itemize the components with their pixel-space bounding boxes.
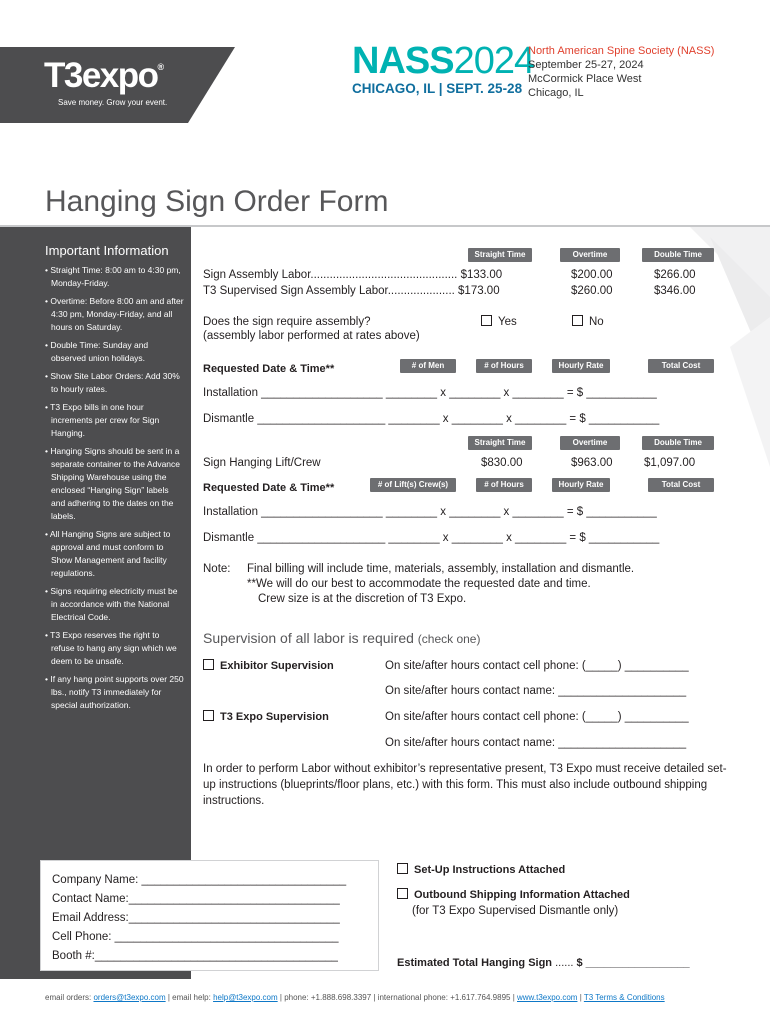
help-email-link[interactable]: help@t3expo.com xyxy=(213,993,278,1002)
note-label: Note: xyxy=(203,563,231,575)
checkbox[interactable] xyxy=(572,315,583,326)
col-hours: # of Hours xyxy=(476,359,532,373)
rate-row-ot: $200.00 xyxy=(571,269,613,281)
exhibitor-name-line[interactable]: On site/after hours contact name: ____________________ xyxy=(385,685,687,697)
nass-location: CHICAGO, IL | SEPT. 25-28 xyxy=(352,81,523,96)
supervision-heading: Supervision of all labor is required (check one) xyxy=(203,630,481,646)
event-info: North American Spine Society (NASS) September 25-27, 2024 McCormick Place West Chicago, IL xyxy=(528,45,715,99)
dismantle-line[interactable]: Dismantle ____________________ ________ x ________ x ________ = $ ___________ xyxy=(203,413,660,425)
footer xyxy=(0,980,770,1024)
straight-time-header: Straight Time xyxy=(468,248,532,262)
col-lifts: # of Lift(s) Crew(s) xyxy=(370,478,456,492)
exhibitor-phone-line[interactable]: On site/after hours contact cell phone: (_____) __________ xyxy=(385,660,689,672)
estimated-total[interactable]: Estimated Total Hanging Sign ...... $ _________________ xyxy=(397,957,690,969)
nass-logo: NASS2024 xyxy=(352,40,535,82)
checkbox[interactable] xyxy=(203,659,214,670)
checkbox[interactable] xyxy=(203,710,214,721)
rate-row-label: T3 Supervised Sign Assembly Labor..................... $173.00 xyxy=(203,285,500,297)
tagline: Save money. Grow your event. xyxy=(58,98,168,107)
info-item: • T3 Expo reserves the right to refuse to hang any sign which we deem to be unsafe. xyxy=(45,630,177,666)
info-item: • Straight Time: 8:00 am to 4:30 pm, Monday-Friday. xyxy=(45,265,181,288)
booth-field[interactable]: Booth #:______________________________________ xyxy=(52,950,338,962)
outbound-sub: (for T3 Expo Supervised Dismantle only) xyxy=(412,905,619,917)
lift-dt: $1,097.00 xyxy=(644,457,696,469)
contact-box xyxy=(40,860,379,971)
company-name-field[interactable]: Company Name: ________________________________ xyxy=(52,874,347,886)
note-text: Final billing will include time, materials, assembly, installation and dismantle. **We will do our best to accommodate the requested date and time. Crew size is at the discretion of T3 Expo. xyxy=(247,563,635,605)
col-total: Total Cost xyxy=(648,478,714,492)
instructions-paragraph: In order to perform Labor without exhibitor’s representative present, T3 Expo must receive detailed set-up instructions (blueprints/floor plans, etc.) with this form. This must also include outbound shipping instructions. xyxy=(203,763,727,807)
sidebar-heading: Important Information xyxy=(45,243,169,258)
assembly-question: Does the sign require assembly? xyxy=(203,316,371,328)
info-item: • Signs requiring electricity must be in accordance with the National Electrical Code. xyxy=(45,586,178,622)
terms-link[interactable]: T3 Terms & Conditions xyxy=(583,993,665,1002)
requested-date-label: Requested Date & Time** xyxy=(203,482,335,494)
website-link[interactable]: www.t3expo.com xyxy=(517,993,578,1002)
t3expo-logo: T3expo® xyxy=(44,56,165,95)
lift-label: Sign Hanging Lift/Crew xyxy=(203,457,321,469)
col-men: # of Men xyxy=(400,359,456,373)
rate-row-dt: $346.00 xyxy=(654,285,696,297)
straight-time-header: Straight Time xyxy=(468,436,532,450)
assembly-question-sub: (assembly labor performed at rates above) xyxy=(203,330,420,342)
info-item: • Double Time: Sunday and observed union holidays. xyxy=(45,340,149,363)
info-item: • T3 Expo bills in one hour increments per crew for Sign Hanging. xyxy=(45,402,160,438)
important-info-list xyxy=(45,264,185,717)
decorative-triangles xyxy=(650,227,770,467)
footer-text: email orders: orders@t3expo.com | email help: help@t3expo.com | phone: +1.888.698.3397 | international phone: +1.617.764.9895 | www.t3expo.com | T3 Terms & Conditions xyxy=(45,993,665,1002)
col-hours: # of Hours xyxy=(476,478,532,492)
info-item: • All Hanging Signs are subject to approval and must conform to Show Management and facility regulations. xyxy=(45,529,171,578)
info-item: • Hanging Signs should be sent in a separate container to the Advance Shipping Warehouse using the enclosed “Hanging Sign” labels and adhering to the dates on the labels. xyxy=(45,446,181,521)
rate-row-ot: $260.00 xyxy=(571,285,613,297)
col-total: Total Cost xyxy=(648,359,714,373)
installation-line[interactable]: Installation ___________________ ________ x ________ x ________ = $ ___________ xyxy=(203,506,657,518)
t3-name-line[interactable]: On site/after hours contact name: ____________________ xyxy=(385,737,687,749)
checkbox[interactable] xyxy=(481,315,492,326)
requested-date-label: Requested Date & Time** xyxy=(203,363,335,375)
checkbox[interactable] xyxy=(397,888,408,899)
col-rate: Hourly Rate xyxy=(552,359,610,373)
t3-supervision-option[interactable]: T3 Expo Supervision xyxy=(203,710,329,723)
installation-line[interactable]: Installation ___________________ ________ x ________ x ________ = $ ___________ xyxy=(203,387,657,399)
assembly-no-option[interactable]: No xyxy=(572,315,604,329)
exhibitor-supervision-option[interactable]: Exhibitor Supervision xyxy=(203,659,334,672)
info-item: • Overtime: Before 8:00 am and after 4:30 pm, Monday-Friday, and all hours on Saturday. xyxy=(45,296,184,332)
orders-email-link[interactable]: orders@t3expo.com xyxy=(93,993,166,1002)
info-item: • Show Site Labor Orders: Add 30% to hourly rates. xyxy=(45,371,180,394)
double-time-header: Double Time xyxy=(642,248,714,262)
contact-name-field[interactable]: Contact Name:_________________________________ xyxy=(52,893,340,905)
dismantle-line[interactable]: Dismantle ____________________ ________ x ________ x ________ = $ ___________ xyxy=(203,532,660,544)
assembly-yes-option[interactable]: Yes xyxy=(481,315,517,329)
info-item: • If any hang point supports over 250 lbs., notify T3 immediately for special authorization. xyxy=(45,674,184,710)
lift-st: $830.00 xyxy=(481,457,523,469)
rate-row-dt: $266.00 xyxy=(654,269,696,281)
setup-attached-option[interactable]: Set-Up Instructions Attached xyxy=(397,863,565,876)
cell-phone-field[interactable]: Cell Phone: ___________________________________ xyxy=(52,931,339,943)
page-title: Hanging Sign Order Form xyxy=(45,185,389,218)
rate-row-label: Sign Assembly Labor.............................................. $133.00 xyxy=(203,269,503,281)
outbound-attached-option[interactable]: Outbound Shipping Information Attached xyxy=(397,888,630,901)
double-time-header: Double Time xyxy=(642,436,714,450)
email-field[interactable]: Email Address:_________________________________ xyxy=(52,912,340,924)
col-rate: Hourly Rate xyxy=(552,478,610,492)
overtime-header: Overtime xyxy=(560,436,620,450)
overtime-header: Overtime xyxy=(560,248,620,262)
lift-ot: $963.00 xyxy=(571,457,613,469)
checkbox[interactable] xyxy=(397,863,408,874)
t3-phone-line[interactable]: On site/after hours contact cell phone: (_____) __________ xyxy=(385,711,689,723)
